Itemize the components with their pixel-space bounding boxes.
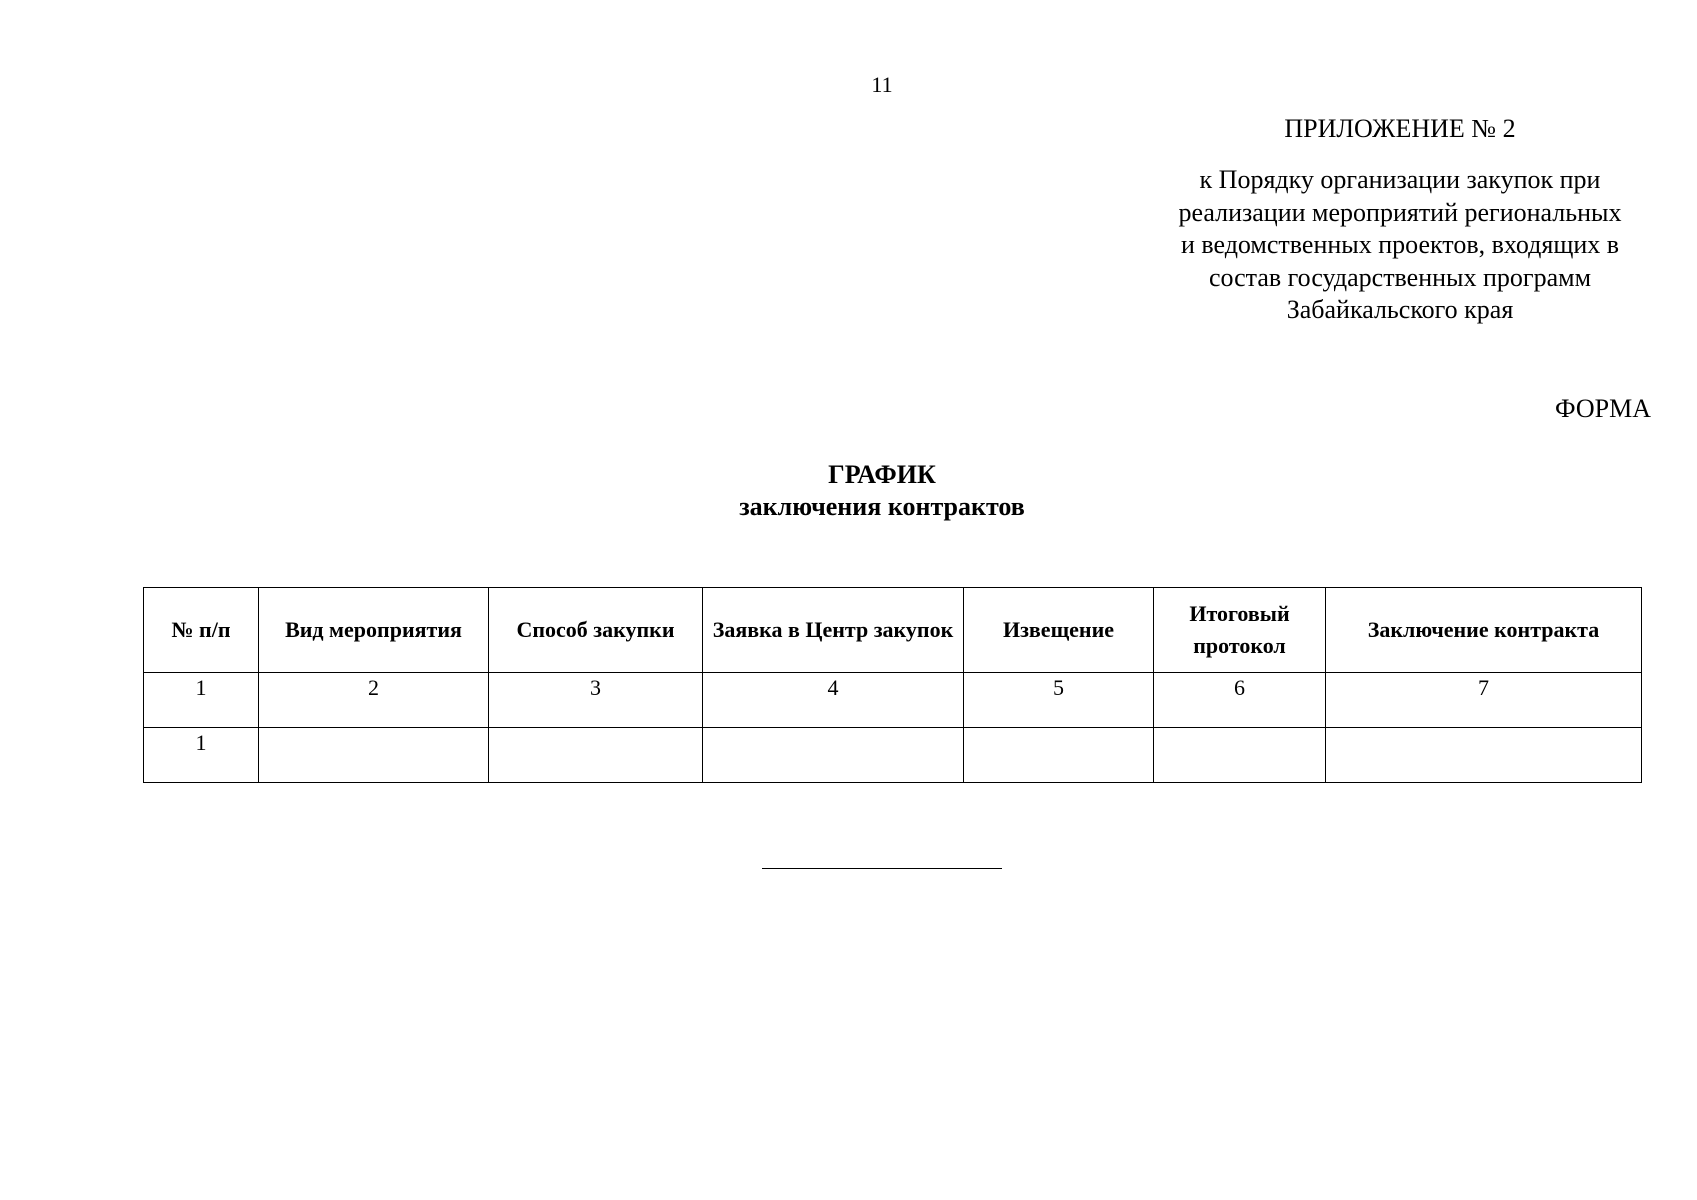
column-number: 5 <box>964 673 1154 728</box>
column-header-number: № п/п <box>144 588 259 673</box>
appendix-title: ПРИЛОЖЕНИЕ № 2 <box>1284 114 1516 143</box>
table-cell <box>489 728 703 783</box>
appendix-description-line: к Порядку организации закупок при <box>1199 165 1601 194</box>
column-number: 1 <box>144 673 259 728</box>
appendix-description-line: Забайкальского края <box>1286 295 1514 324</box>
table-cell <box>1154 728 1326 783</box>
appendix-description-line: состав государственных программ <box>1208 262 1592 292</box>
column-header-contract-conclusion: Заключение контракта <box>1326 588 1642 673</box>
end-separator-line <box>762 868 1002 869</box>
table-cell <box>1326 728 1642 783</box>
document-title <box>0 459 1697 523</box>
column-header-procurement-method: Способ закупки <box>489 588 703 673</box>
column-number: 4 <box>703 673 964 728</box>
column-header-application: Заявка в Центр закупок <box>703 588 964 673</box>
document-title-main: ГРАФИК <box>828 460 936 489</box>
column-number: 6 <box>1154 673 1326 728</box>
column-header-notice: Извещение <box>964 588 1154 673</box>
table-cell <box>964 728 1154 783</box>
contracts-schedule-table <box>143 587 1642 783</box>
column-number: 3 <box>489 673 703 728</box>
appendix-description-line: реализации мероприятий региональных <box>1178 197 1622 227</box>
form-label: ФОРМА <box>1555 394 1651 423</box>
appendix-description-line: и ведомственных проектов, входящих в <box>1180 230 1620 259</box>
page-number: 11 <box>871 72 893 97</box>
column-number: 2 <box>259 673 489 728</box>
table-cell: 1 <box>144 728 259 783</box>
column-numbers-row <box>144 673 1642 728</box>
table-cell <box>703 728 964 783</box>
table-row <box>144 728 1642 783</box>
table-cell <box>259 728 489 783</box>
column-number: 7 <box>1326 673 1642 728</box>
document-title-sub: заключения контрактов <box>739 492 1025 521</box>
table-header-row <box>144 588 1642 673</box>
column-header-activity-type: Вид мероприятия <box>259 588 489 673</box>
appendix-description <box>1125 164 1675 327</box>
column-header-final-protocol: Итоговый протокол <box>1154 588 1326 673</box>
